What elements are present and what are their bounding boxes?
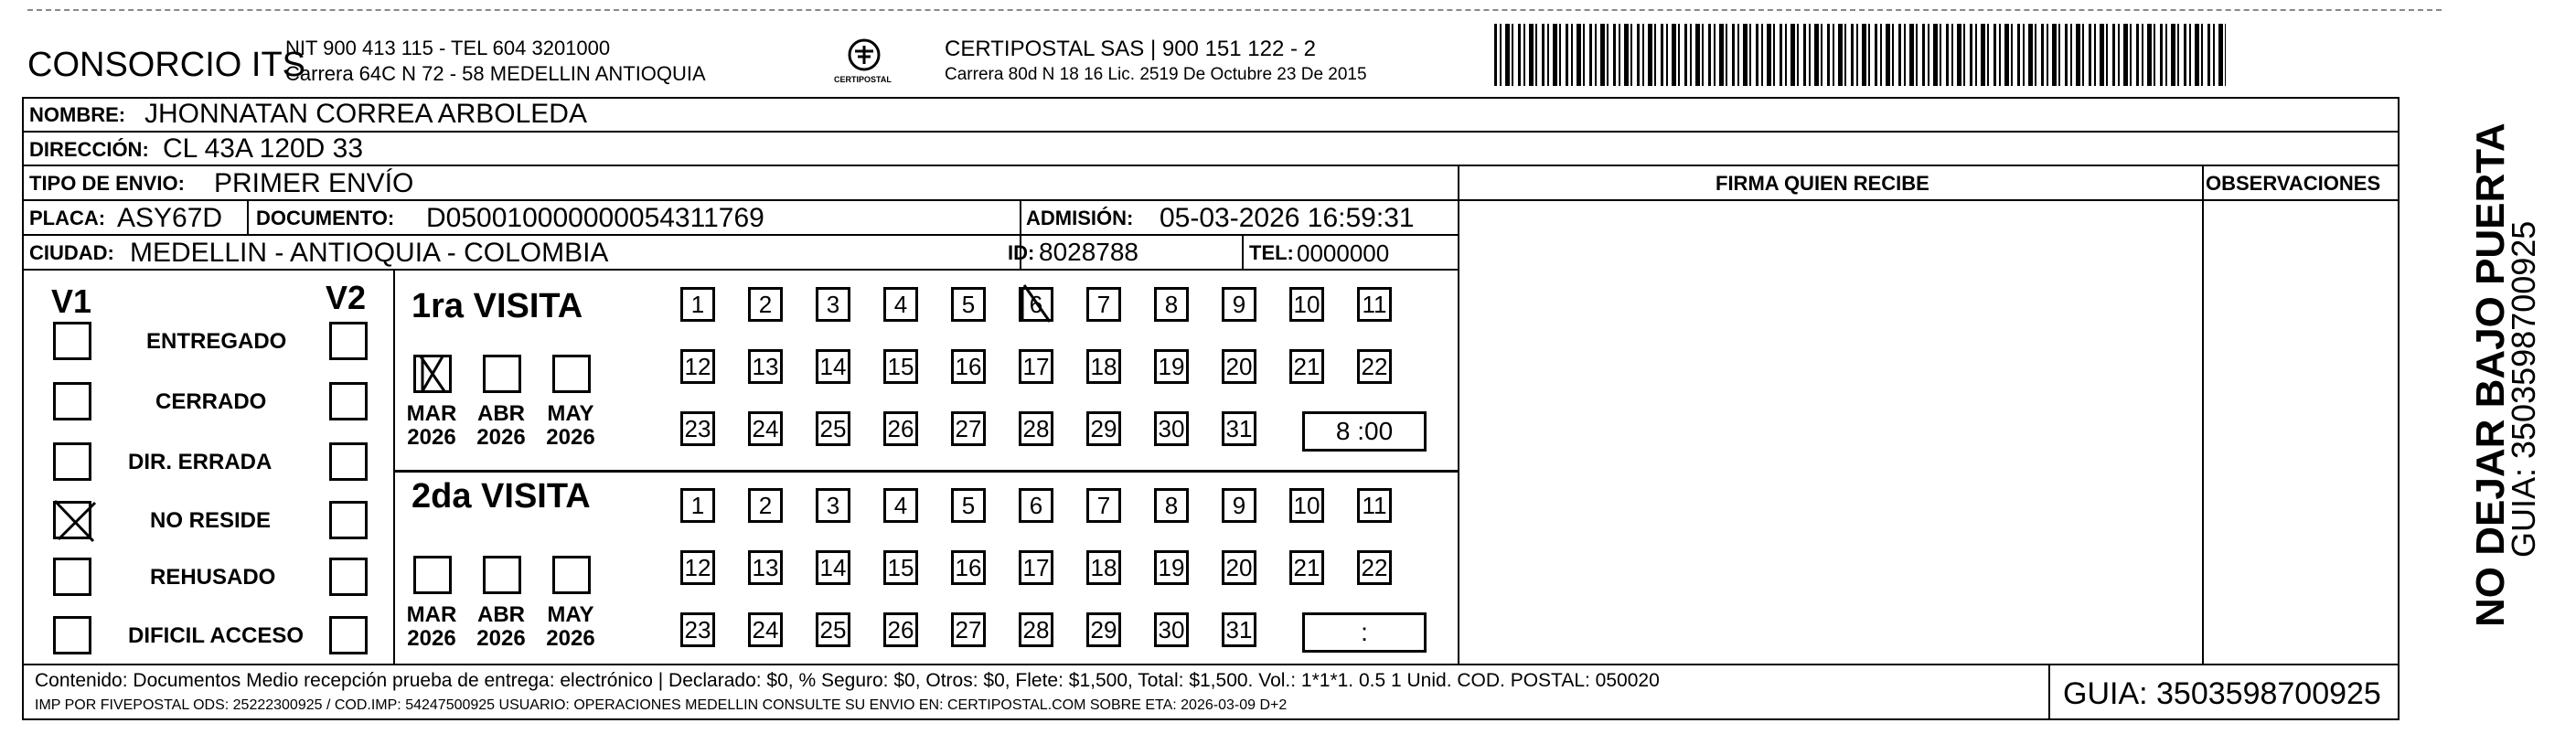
second-visit-day-27[interactable]: 27 — [951, 612, 986, 647]
first-visit-day-21[interactable]: 21 — [1289, 349, 1324, 384]
status-label-dificil-acceso: DIFICIL ACCESO — [128, 623, 305, 648]
first-visit-day-9[interactable]: 9 — [1222, 287, 1256, 322]
observaciones-header: OBSERVACIONES — [2206, 172, 2381, 195]
first-visit-day-20[interactable]: 20 — [1222, 349, 1256, 384]
id-label: ID: — [1008, 241, 1035, 264]
side-text — [2405, 97, 2542, 728]
month-year: 2026 — [546, 626, 595, 652]
first-visit-month-abr-checkbox[interactable] — [483, 355, 521, 393]
v2-checkbox-cerrado[interactable] — [329, 382, 368, 420]
certipostal-logo-text: CERTIPOSTAL — [834, 75, 892, 84]
v1-checkbox-entregado[interactable] — [53, 322, 91, 360]
admision-label: ADMISIÓN: — [1026, 207, 1134, 229]
ciudad-value: MEDELLIN - ANTIOQUIA - COLOMBIA — [130, 238, 609, 268]
first-visit-day-22[interactable]: 22 — [1357, 349, 1392, 384]
second-visit-day-3[interactable]: 3 — [816, 488, 850, 523]
documento-value: D050010000000054311769 — [426, 203, 764, 233]
tipo-envio-value: PRIMER ENVÍO — [214, 168, 414, 198]
status-label-no-reside: NO RESIDE — [150, 508, 272, 533]
second-visit-day-5[interactable]: 5 — [951, 488, 986, 523]
v2-checkbox-rehusado[interactable] — [329, 558, 368, 596]
first-visit-month-may-checkbox[interactable] — [552, 355, 591, 393]
v2-checkbox-no-reside[interactable] — [329, 501, 368, 539]
second-visit-day-10[interactable]: 10 — [1289, 488, 1324, 523]
courier-address: Carrera 80d N 18 16 Lic. 2519 De Octubre 23 De 2015 — [945, 65, 1367, 84]
month-name: MAY — [547, 602, 594, 627]
second-visit-day-19[interactable]: 19 — [1154, 550, 1189, 585]
second-visit-day-23[interactable]: 23 — [680, 612, 715, 647]
placa-value: ASY67D — [117, 203, 223, 233]
first-visit-day-18[interactable]: 18 — [1086, 349, 1121, 384]
status-label-dir-errada: DIR. ERRADA — [128, 450, 273, 474]
first-visit-day-3[interactable]: 3 — [816, 287, 850, 322]
second-visit-day-30[interactable]: 30 — [1154, 612, 1189, 647]
v2-checkbox-dir-errada[interactable] — [329, 442, 368, 481]
month-year: 2026 — [476, 626, 526, 652]
second-visit-month-may-checkbox[interactable] — [552, 556, 591, 594]
second-visit-day-9[interactable]: 9 — [1222, 488, 1256, 523]
first-visit-day-23[interactable]: 23 — [680, 411, 715, 446]
footer-contenido: Contenido: Documentos Medio recepción prueba de entrega: electrónico | Declarado: $0, % Seguro: $0, Otros: $0, Flete: $1,500, Total: $1,500. Vol.: 1*1*1. 0.5 1 Unid. COD. POSTAL: 050020 — [35, 670, 1660, 691]
first-visit-day-25[interactable]: 25 — [816, 411, 850, 446]
sender-name: CONSORCIO ITS — [27, 46, 306, 84]
second-visit-day-16[interactable]: 16 — [951, 550, 986, 585]
second-visit-day-29[interactable]: 29 — [1086, 612, 1121, 647]
first-visit-day-19[interactable]: 19 — [1154, 349, 1189, 384]
header-top-rule — [27, 9, 2442, 15]
v1-checkbox-dificil-acceso[interactable] — [53, 616, 91, 654]
first-visit-day-28[interactable]: 28 — [1019, 411, 1053, 446]
tel-label: TEL: — [1249, 241, 1294, 264]
second-visit-day-31[interactable]: 31 — [1222, 612, 1256, 647]
first-visit-day-17[interactable]: 17 — [1019, 349, 1053, 384]
second-visit-month-mar-checkbox[interactable] — [413, 556, 452, 594]
second-visit-month-abr-label — [474, 603, 529, 652]
id-value: 8028788 — [1039, 238, 1139, 266]
second-visit-day-24[interactable]: 24 — [748, 612, 783, 647]
first-visit-day-26[interactable]: 26 — [883, 411, 918, 446]
month-name: MAR — [406, 401, 457, 426]
sender-nit: NIT 900 413 115 - TEL 604 3201000 — [285, 37, 611, 59]
side-warning: NO DEJAR BAJO PUERTA — [2468, 122, 2513, 627]
first-visit-day-12[interactable]: 12 — [680, 349, 715, 384]
second-visit-day-8[interactable]: 8 — [1154, 488, 1189, 523]
first-visit-day-13[interactable]: 13 — [748, 349, 783, 384]
barcode — [1494, 24, 2226, 86]
first-visit-day-8[interactable]: 8 — [1154, 287, 1189, 322]
month-name: MAY — [547, 401, 594, 426]
second-visit-day-26[interactable]: 26 — [883, 612, 918, 647]
first-visit-day-24[interactable]: 24 — [748, 411, 783, 446]
sender-address: Carrera 64C N 72 - 58 MEDELLIN ANTIOQUIA — [285, 62, 706, 85]
first-visit-day-14[interactable]: 14 — [816, 349, 850, 384]
second-visit-day-14[interactable]: 14 — [816, 550, 850, 585]
second-visit-day-21[interactable]: 21 — [1289, 550, 1324, 585]
second-visit-day-28[interactable]: 28 — [1019, 612, 1053, 647]
second-visit-day-22[interactable]: 22 — [1357, 550, 1392, 585]
v1-checkbox-dir-errada[interactable] — [53, 442, 91, 481]
second-visit-day-7[interactable]: 7 — [1086, 488, 1121, 523]
second-visit-day-11[interactable]: 11 — [1357, 488, 1392, 523]
second-visit-day-20[interactable]: 20 — [1222, 550, 1256, 585]
second-visit-day-15[interactable]: 15 — [883, 550, 918, 585]
second-visit-month-mar-label — [404, 603, 459, 652]
second-visit-day-4[interactable]: 4 — [883, 488, 918, 523]
v2-checkbox-entregado[interactable] — [329, 322, 368, 360]
second-visit-month-may-label — [543, 603, 598, 652]
documento-label: DOCUMENTO: — [256, 207, 395, 229]
first-visit-day-16[interactable]: 16 — [951, 349, 986, 384]
second-visit-month-abr-checkbox[interactable] — [483, 556, 521, 594]
first-visit-day-30[interactable]: 30 — [1154, 411, 1189, 446]
month-year: 2026 — [476, 425, 526, 451]
nombre-value: JHONNATAN CORREA ARBOLEDA — [144, 99, 587, 129]
first-visit-day-5[interactable]: 5 — [951, 287, 986, 322]
first-visit-day-4[interactable]: 4 — [883, 287, 918, 322]
second-visit-day-12[interactable]: 12 — [680, 550, 715, 585]
side-guia: GUIA: 3503598700925 — [2505, 220, 2542, 558]
month-year: 2026 — [546, 425, 595, 451]
month-name: MAR — [406, 602, 457, 627]
first-visit-day-7[interactable]: 7 — [1086, 287, 1121, 322]
ciudad-label: CIUDAD: — [29, 241, 114, 264]
month-name: ABR — [477, 401, 525, 426]
second-visit-day-25[interactable]: 25 — [816, 612, 850, 647]
footer-guia: GUIA: 3503598700925 — [2063, 676, 2381, 711]
direccion-label: DIRECCIÓN: — [29, 138, 149, 161]
first-visit-month-mar-label — [404, 402, 459, 451]
month-year: 2026 — [407, 626, 456, 652]
first-visit-month-abr-label — [474, 402, 529, 451]
second-visit-day-2[interactable]: 2 — [748, 488, 783, 523]
second-visit-day-6[interactable]: 6 — [1019, 488, 1053, 523]
first-visit-day-31[interactable]: 31 — [1222, 411, 1256, 446]
first-visit-day-29[interactable]: 29 — [1086, 411, 1121, 446]
first-visit-day-6[interactable]: 6 — [1019, 287, 1053, 322]
second-visit-day-1[interactable]: 1 — [680, 488, 715, 523]
second-visit-time-field[interactable]: : — [1302, 612, 1427, 653]
first-visit-day-1[interactable]: 1 — [680, 287, 715, 322]
status-label-cerrado: CERRADO — [155, 389, 267, 414]
v1-checkbox-no-reside[interactable] — [53, 501, 91, 539]
month-year: 2026 — [407, 425, 456, 451]
first-visit-day-27[interactable]: 27 — [951, 411, 986, 446]
certipostal-logo-icon — [832, 35, 896, 90]
courier-name: CERTIPOSTAL SAS | 900 151 122 - 2 — [945, 37, 1316, 61]
direccion-value: CL 43A 120D 33 — [163, 133, 364, 164]
status-label-rehusado: REHUSADO — [150, 565, 276, 590]
first-visit-month-may-label — [543, 402, 598, 451]
v2-header: V2 — [326, 279, 367, 316]
first-visit-day-2[interactable]: 2 — [748, 287, 783, 322]
v1-checkbox-rehusado[interactable] — [53, 558, 91, 596]
first-visit-day-11[interactable]: 11 — [1357, 287, 1392, 322]
first-visit-day-15[interactable]: 15 — [883, 349, 918, 384]
admision-value: 05-03-2026 16:59:31 — [1160, 203, 1415, 233]
first-visit-title: 1ra VISITA — [412, 287, 583, 325]
first-visit-month-mar-checkbox[interactable] — [413, 355, 452, 393]
v2-checkbox-dificil-acceso[interactable] — [329, 616, 368, 654]
status-label-entregado: ENTREGADO — [146, 329, 287, 354]
second-visit-day-17[interactable]: 17 — [1019, 550, 1053, 585]
first-visit-day-10[interactable]: 10 — [1289, 287, 1324, 322]
footer-imp: IMP POR FIVEPOSTAL ODS: 25222300925 / COD.IMP: 54247500925 USUARIO: OPERACIONES MEDELLIN CONSULTE SU ENVIO EN: CERTIPOSTAL.COM SOBRE ETA: 2026-03-09 D+2 — [35, 697, 1288, 713]
placa-label: PLACA: — [29, 207, 106, 229]
v1-checkbox-cerrado[interactable] — [53, 382, 91, 420]
firma-header: FIRMA QUIEN RECIBE — [1716, 172, 1929, 195]
second-visit-day-18[interactable]: 18 — [1086, 550, 1121, 585]
first-visit-time-field[interactable]: 8 :00 — [1302, 411, 1427, 452]
second-visit-title: 2da VISITA — [412, 477, 591, 516]
tipo-envio-label: TIPO DE ENVIO: — [29, 172, 185, 195]
v1-header: V1 — [51, 282, 92, 320]
second-visit-day-13[interactable]: 13 — [748, 550, 783, 585]
month-name: ABR — [477, 602, 525, 627]
tel-value: 0000000 — [1297, 239, 1390, 267]
nombre-label: NOMBRE: — [29, 103, 126, 126]
